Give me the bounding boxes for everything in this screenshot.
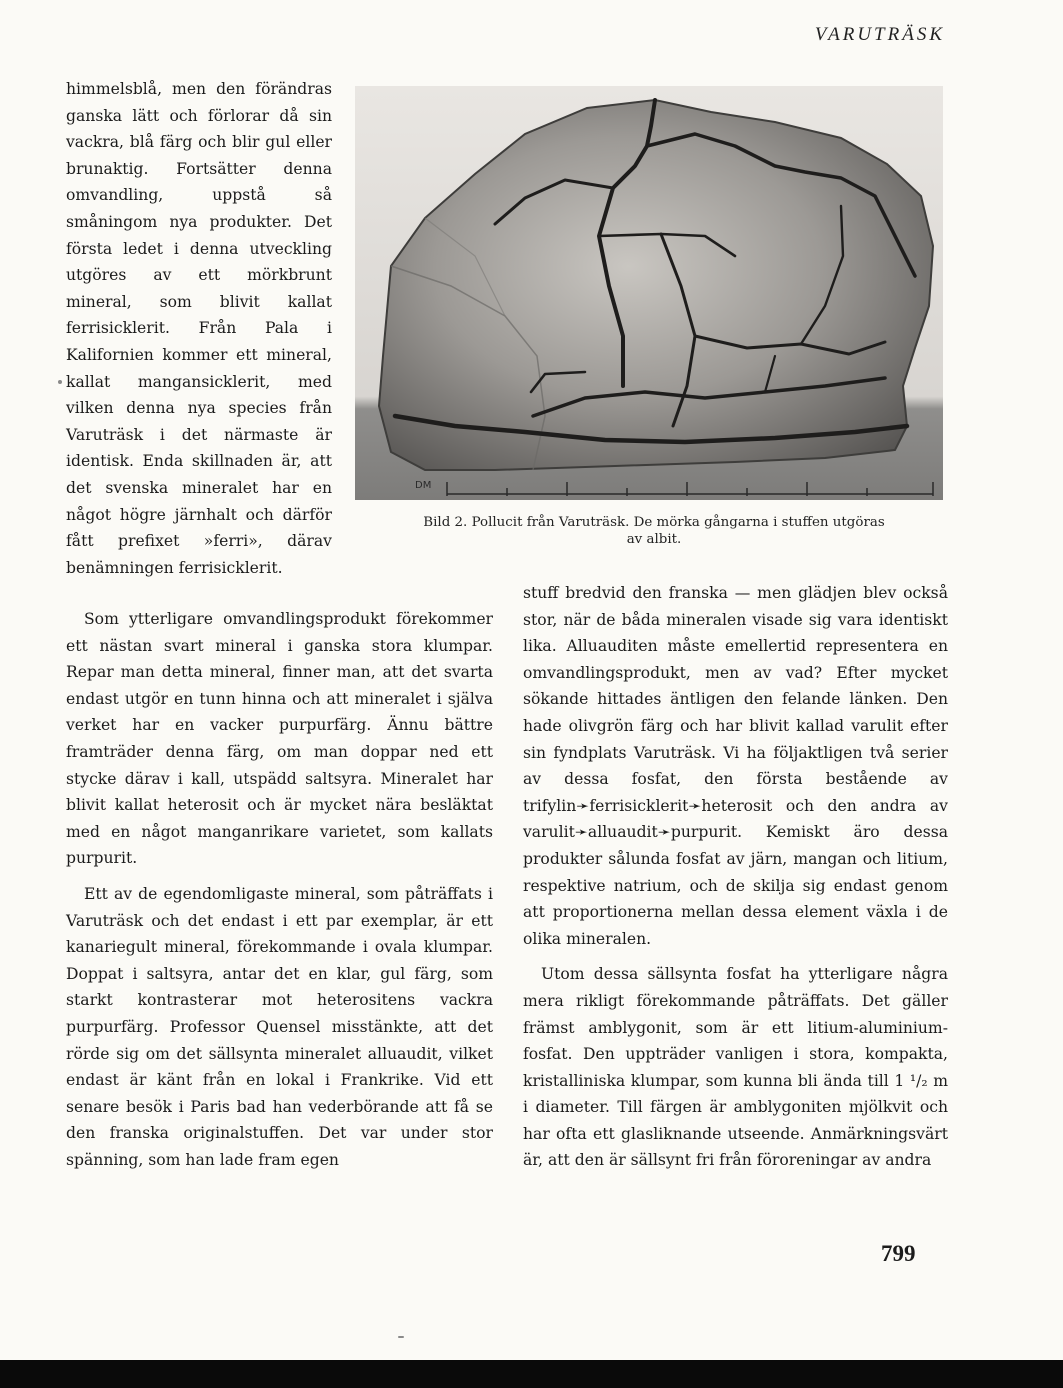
caption-line-1: Bild 2. Pollucit från Varuträsk. De mörka gångarna i stuffen utgöras xyxy=(423,515,885,530)
scale-label: DM xyxy=(415,480,432,491)
paragraph: Ett av de egendomligaste mineral, som påträffats i Varuträsk och det endast i ett par exemplar, är ett kanariegult mineral, förekommande i ovala klumpar. Doppat i saltsyra, antar det en klar, gul färg, som starkt kontrasterar mot heterositens vackra purpurfärg. Professor Quensel misstänkte, att det rörde sig om det sällsynta mineralet alluaudit, vilket endast är känt från en lokal i Frankrike. Vid ett senare besök i Paris bad han vederbörande att få se den franska originalstuffen. Det var under stor spänning, som han lade fram egen xyxy=(66,884,493,1169)
running-head: VARUTRÄSK xyxy=(814,24,945,45)
pollucite-photograph xyxy=(355,86,943,500)
right-column xyxy=(523,580,948,1174)
scan-border xyxy=(0,1360,1063,1388)
caption-line-2: av albit. xyxy=(626,532,682,547)
scan-speck xyxy=(398,1336,404,1338)
paragraph: himmelsblå, men den förändras ganska lätt och förlorar då sin vackra, blå färg och blir gul eller brunaktig. Fortsätter denna omvandling, uppstå så småningom nya produkter. Det första ledet i denna utveckling utgöres av ett mörkbrunt mineral, som blivit kallat ferrisicklerit. Från Pala i Kalifornien kommer ett mineral, kallat mangansicklerit, med vilken denna nya species från Varuträsk i det närmaste är identisk. Enda skillnaden är, att det svenska mineralet har en något högre järnhalt och därför fått prefixet »ferri», därav benämningen ferrisicklerit. xyxy=(66,80,332,577)
paragraph: stuff bredvid den franska — men glädjen blev också stor, när de båda mineralen visade sig vara identiskt lika. Alluauditen måste emellertid representera en omvandlingsprodukt, men av vad? Efter mycket sökande hittades äntligen den felande länken. Den hade olivgrön färg och har blivit kallad varulit efter sin fyndplats Varuträsk. Vi ha följaktligen två serier av dessa fosfat, den första bestående av trifylin➛ferrisicklerit➛heterosit och den andra av varulit➛alluaudit➛purpurit. Kemiskt äro dessa produkter sålunda fosfat av järn, mangan och litium, respektive natrium, och de skilja sig endast genom att proportionerna mellan dessa element växla i de olika mineralen. xyxy=(523,584,948,948)
left-wide-column xyxy=(66,606,493,1173)
paragraph: Utom dessa sällsynta fosfat ha ytterligare några mera rikligt förekommande påträffats. Det gäller främst amblygonit, som är ett litium-aluminium-fosfat. Den uppträder vanligen i stora, kompakta, kristalliniska klumpar, som kunna bli ända till 1 ¹/₂ m i diameter. Till färgen är amblygoniten mjölkvit och har ofta ett glasliknande utseende. Anmärkningsvärt är, att den är sällsynt fri från föroreningar av andra xyxy=(523,965,948,1170)
rock-photo-illustration xyxy=(355,86,943,500)
page-number: 799 xyxy=(881,1241,916,1266)
scan-speck xyxy=(58,380,62,384)
left-narrow-column xyxy=(66,76,332,581)
paragraph: Som ytterligare omvandlingsprodukt förekommer ett nästan svart mineral i ganska stora klumpar. Repar man detta mineral, finner man, att det svarta endast utgör en tunn hinna och att mineralet i själva verket har en vacker purpurfärg. Ännu bättre framträder denna färg, om man doppar ned ett stycke därav i kall, utspädd saltsyra. Mineralet har blivit kallat heterosit och är mycket nära besläktat med en något manganrikare varietet, som kallats purpurit. xyxy=(66,610,493,868)
figure-caption xyxy=(355,514,953,548)
